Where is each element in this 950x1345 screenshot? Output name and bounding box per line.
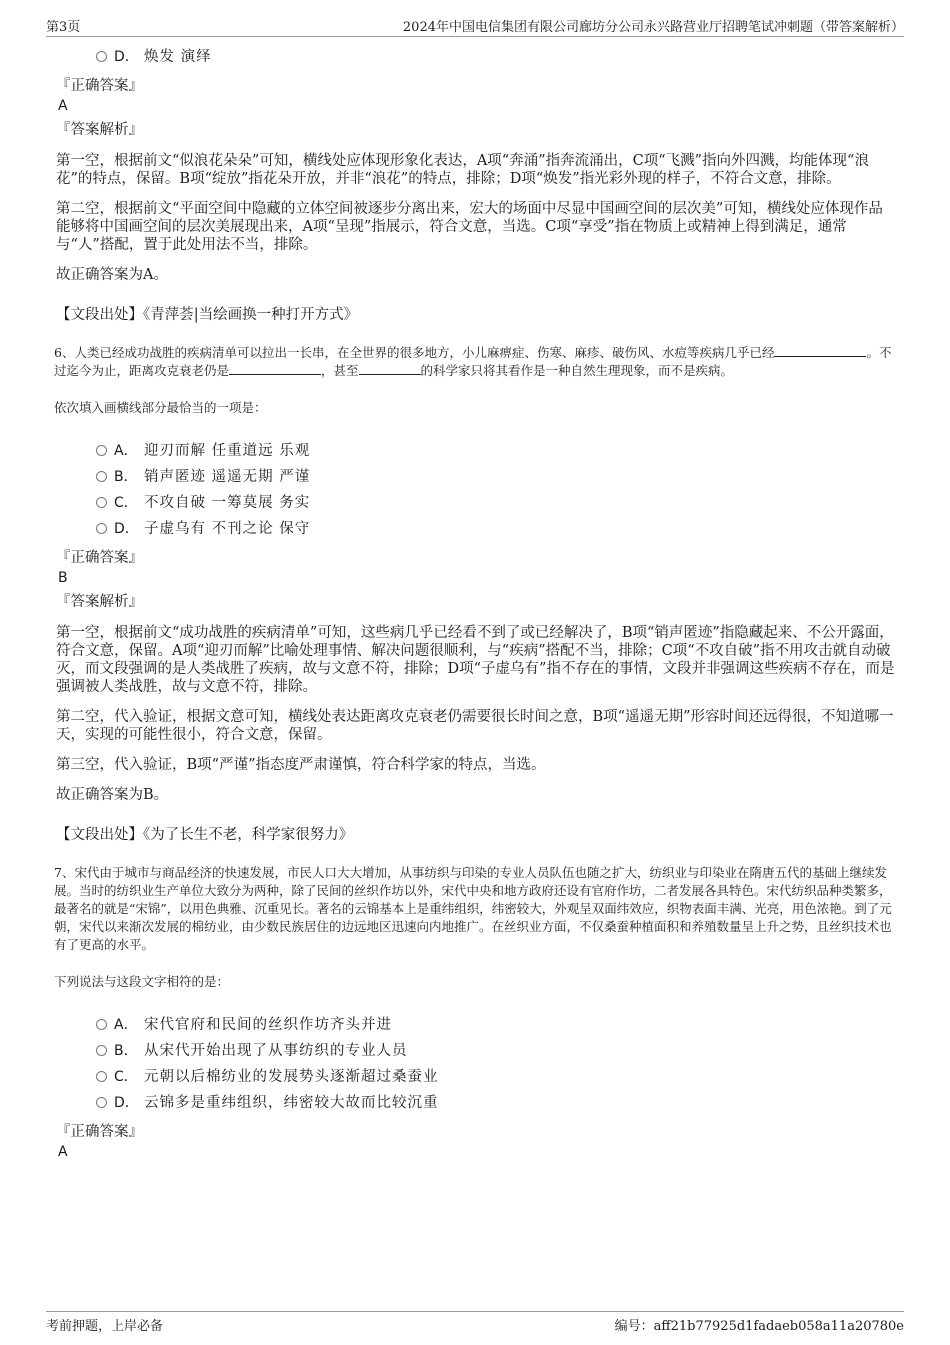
q6-analysis-p1: 第一空，根据前文“成功战胜的疾病清单”可知，这些病几乎已经看不到了或已经解决了，B项“销声匿迹”指隐藏起来、不公开露面，符合文意，保留。A项“迎刃而解”比喻处理事情、解决问题很顺利，与“疾病”搭配不当，排除；C项“不攻自破”指不用攻击就自动破灭，而文段强调的是人类战胜了疾病，故与文意不符，排除；D项“子虚乌有”指不存在的事情，文段并非强调这些疾病不存在，而是强调被人类战胜，故与文意不符，排除。	[56, 625, 895, 695]
radio-icon[interactable]	[96, 523, 107, 534]
option-label: C．	[114, 1069, 138, 1085]
option-text: 焕发 演绎	[144, 49, 212, 65]
q6-answer-heading: 『正确答案』	[56, 550, 143, 566]
q5-source: 【文段出处】《青萍荟|当绘画换一种打开方式》	[56, 307, 359, 323]
q7-answer-heading: 『正确答案』	[56, 1124, 143, 1140]
option-label: A．	[114, 1017, 138, 1033]
q6-option-a[interactable]	[96, 438, 896, 464]
radio-icon[interactable]	[96, 1071, 107, 1082]
q6-stem	[54, 344, 896, 380]
option-text: 子虚乌有 不刊之论 保守	[144, 521, 311, 537]
option-label: D．	[114, 49, 139, 65]
q7-option-a[interactable]	[96, 1012, 896, 1038]
q5-conclusion: 故正确答案为A。	[56, 267, 168, 283]
document-content	[56, 40, 896, 1166]
option-text: 云锦多是重纬组织，纬密较大故而比较沉重	[144, 1095, 439, 1111]
q6-prompt: 依次填入画横线部分最恰当的一项是：	[54, 400, 267, 415]
q5-analysis-heading: 『答案解析』	[56, 122, 143, 138]
radio-icon[interactable]	[96, 471, 107, 482]
q7-option-d[interactable]	[96, 1090, 896, 1116]
q6-option-c[interactable]	[96, 490, 896, 516]
q6-analysis-p2: 第二空，代入验证，根据文意可知，横线处表达距离攻克衰老仍需要很长时间之意，B项“遥遥无期”形容时间还远得很，不知道哪一天，实现的可能性很小，符合文意，保留。	[56, 709, 894, 743]
option-label: C．	[114, 495, 138, 511]
q6-stem-part2: 。不过迄今为止，距离攻克衰老仍是	[54, 345, 892, 378]
q6-source: 【文段出处】《为了长生不老，科学家很努力》	[56, 827, 354, 843]
q6-analysis-p3: 第三空，代入验证，B项“严谨”指态度严肃谨慎，符合科学家的特点，当选。	[56, 757, 546, 773]
option-label: B．	[114, 469, 138, 485]
q7-prompt: 下列说法与这段文字相符的是：	[54, 974, 230, 989]
q7-option-b[interactable]	[96, 1038, 896, 1064]
radio-icon[interactable]	[96, 1045, 107, 1056]
q5-analysis-p2: 第二空，根据前文“平面空间中隐藏的立体空间被逐步分离出来，宏大的场面中尽显中国画空间的层次美”可知，横线处应体现作品能够将中国画空间的层次美展现出来，A项“呈现”指展示，符合文意，当选。C项“享受”指在物质上或精神上得到满足，通常与“人”搭配，置于此处用法不当，排除。	[56, 201, 883, 253]
blank-2	[229, 362, 321, 375]
q5-answer-heading: 『正确答案』	[56, 78, 143, 94]
option-label: D．	[114, 1095, 139, 1111]
q6-stem-part4: 的科学家只将其看作是一种自然生理现象，而不是疾病。	[420, 363, 734, 378]
q7-option-c[interactable]	[96, 1064, 896, 1090]
option-text: 从宋代开始出现了从事纺织的专业人员	[144, 1043, 408, 1059]
option-text: 元朝以后棉纺业的发展势头逐渐超过桑蚕业	[144, 1069, 439, 1085]
page-header	[46, 14, 904, 37]
option-label: B．	[114, 1043, 138, 1059]
blank-3	[359, 362, 421, 375]
footer-slogan: 考前押题，上岸必备	[46, 1319, 164, 1334]
option-text: 不攻自破 一筹莫展 务实	[144, 495, 311, 511]
radio-icon[interactable]	[96, 51, 107, 62]
option-label: A．	[114, 443, 138, 459]
option-text: 销声匿迹 遥遥无期 严谨	[144, 469, 311, 485]
q5-analysis-p1: 第一空，根据前文“似浪花朵朵”可知，横线处应体现形象化表达，A项“奔涌”指奔流涌出，C项“飞溅”指向外四溅，均能体现“浪花”的特点，保留。B项“绽放”指花朵开放，并非“浪花”的特点，排除；D项“焕发”指光彩外现的样子，不符合文意，排除。	[56, 153, 869, 187]
option-text: 宋代官府和民间的丝织作坊齐头并进	[144, 1017, 392, 1033]
page-footer	[46, 1311, 904, 1336]
option-text: 迎刃而解 任重道远 乐观	[144, 443, 311, 459]
blank-1	[774, 344, 866, 357]
q6-stem-part1: 6、人类已经成功战胜的疾病清单可以拉出一长串，在全世界的很多地方，小儿麻痹症、伤寒、麻疹、破伤风、水痘等疾病几乎已经	[54, 345, 775, 360]
document-id: 编号：aff21b77925d1fadaeb058a11a20780e	[614, 1319, 904, 1334]
radio-icon[interactable]	[96, 1019, 107, 1030]
q5-answer: A	[58, 98, 68, 114]
q5-option-d[interactable]	[96, 44, 896, 70]
q7-stem: 7、宋代由于城市与商品经济的快速发展，市民人口大大增加，从事纺织与印染的专业人员队伍也随之扩大，纺织业与印染业在隋唐五代的基础上继续发展。当时的纺织业生产单位大致分为两种，除了民间的丝织作坊以外，宋代中央和地方政府还设有官府作坊，二者发展各具特色。宋代纺织品种类繁多，最著名的就是“宋锦”，以用色典雅、沉重见长。著名的云锦基本上是重纬组织，纬密较大，外观呈双面纬效应，织物表面丰满、光亮，用色浓艳。到了元朝，宋代以来渐次发展的棉纺业，由少数民族居住的边远地区迅速向内地推广。在丝织业方面，不仅桑蚕种植面积和养殖数量呈上升之势，且丝织技术也有了更高的水平。	[54, 865, 892, 952]
page-number: 第3页	[46, 20, 81, 35]
q6-option-d[interactable]	[96, 516, 896, 542]
radio-icon[interactable]	[96, 1097, 107, 1108]
q7-answer: A	[58, 1144, 68, 1160]
option-label: D．	[114, 521, 139, 537]
q6-stem-part3: ，甚至	[321, 363, 359, 378]
q6-answer: B	[58, 570, 68, 586]
radio-icon[interactable]	[96, 497, 107, 508]
q6-conclusion: 故正确答案为B。	[56, 787, 169, 803]
document-title: 2024年中国电信集团有限公司廊坊分公司永兴路营业厅招聘笔试冲刺题（带答案解析）	[402, 20, 904, 35]
q6-option-b[interactable]	[96, 464, 896, 490]
q6-analysis-heading: 『答案解析』	[56, 594, 143, 610]
radio-icon[interactable]	[96, 445, 107, 456]
